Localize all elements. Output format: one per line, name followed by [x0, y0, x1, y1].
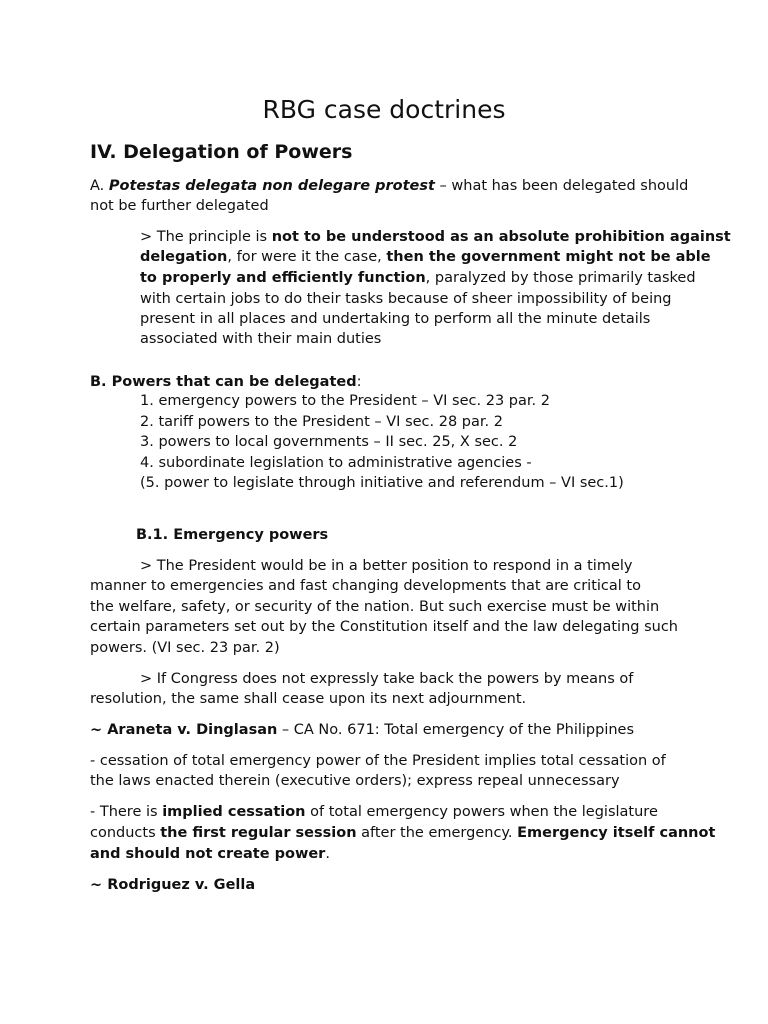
- b1-para1-line: > The President would be in a better position to respond in a timely: [140, 558, 633, 574]
- b1-para2-line: resolution, the same shall cease upon its next adjournment.: [90, 691, 527, 707]
- principle-text: > The principle is: [140, 229, 272, 245]
- araneta-p2-line-2: [90, 823, 715, 843]
- b1-para1-line: manner to emergencies and fast changing developments that are critical to: [90, 578, 641, 594]
- b-heading: [90, 372, 362, 392]
- araneta-bold: the first regular session: [160, 825, 357, 841]
- araneta-p1-line: - cessation of total emergency power of the President implies total cessation of: [90, 753, 666, 769]
- araneta-case-name: ~ Araneta v. Dinglasan: [90, 722, 278, 738]
- b-heading-colon: :: [356, 374, 362, 390]
- b-list-item: (5. power to legislate through initiative and referendum – VI sec.1): [140, 475, 624, 491]
- a-item-line-2: not be further delegated: [90, 198, 269, 214]
- principle-bold: delegation: [140, 249, 228, 265]
- araneta-bold: and should not create power: [90, 846, 326, 862]
- b1-para2-line: > If Congress does not expressly take back the powers by means of: [140, 671, 634, 687]
- principle-line-1: [140, 227, 731, 247]
- principle-line-4: with certain jobs to do their tasks because of sheer impossibility of being: [140, 291, 672, 307]
- araneta-p2-line-3: [90, 844, 330, 864]
- principle-bold: then the government might not be able: [386, 249, 711, 265]
- b-list-item: 1. emergency powers to the President – VI sec. 23 par. 2: [140, 393, 550, 409]
- araneta-bold: implied cessation: [162, 804, 306, 820]
- a-item-rest: – what has been delegated should: [434, 178, 689, 194]
- b-list-item: 3. powers to local governments – II sec. 25, X sec. 2: [140, 434, 518, 450]
- document-title: RBG case doctrines: [262, 95, 506, 124]
- principle-line-5: present in all places and undertaking to perform all the minute details: [140, 311, 651, 327]
- araneta-text: .: [325, 846, 330, 862]
- principle-bold: to properly and efficiently function: [140, 270, 426, 286]
- principle-line-6: associated with their main duties: [140, 331, 382, 347]
- principle-bold: not to be understood as an absolute prohibition against: [271, 229, 731, 245]
- b1-heading: B.1. Emergency powers: [136, 527, 329, 543]
- b1-para1-line: the welfare, safety, or security of the nation. But such exercise must be within: [90, 599, 660, 615]
- b-list-item: 2. tariff powers to the President – VI sec. 28 par. 2: [140, 414, 503, 430]
- araneta-text: after the emergency.: [356, 825, 518, 841]
- b1-para1-line: certain parameters set out by the Constitution itself and the law delegating such: [90, 619, 679, 635]
- araneta-p1-line: the laws enacted therein (executive orders); express repeal unnecessary: [90, 773, 620, 789]
- a-item-label: A.: [90, 178, 105, 194]
- b-list-item: 4. subordinate legislation to administrative agencies -: [140, 455, 532, 471]
- araneta-p2-line-1: [90, 802, 658, 822]
- a-item-term: Potestas delegata non delegare protest: [108, 178, 435, 194]
- araneta-text: conducts: [90, 825, 161, 841]
- section-heading: IV. Delegation of Powers: [90, 141, 353, 163]
- araneta-bold: Emergency itself cannot: [517, 825, 716, 841]
- araneta-heading: [90, 720, 634, 740]
- principle-line-3: [140, 268, 696, 288]
- principle-text: , paralyzed by those primarily tasked: [425, 270, 696, 286]
- araneta-text: of total emergency powers when the legislature: [305, 804, 658, 820]
- b1-para1-line: powers. (VI sec. 23 par. 2): [90, 640, 280, 656]
- araneta-case-rest: – CA No. 671: Total emergency of the Philippines: [277, 722, 635, 738]
- b-heading-text: B. Powers that can be delegated: [90, 374, 357, 390]
- principle-line-2: [140, 247, 711, 267]
- araneta-text: - There is: [90, 804, 163, 820]
- a-item-line-1: [90, 176, 688, 196]
- rodriguez-heading: ~ Rodriguez v. Gella: [90, 877, 256, 893]
- principle-text: , for were it the case,: [227, 249, 387, 265]
